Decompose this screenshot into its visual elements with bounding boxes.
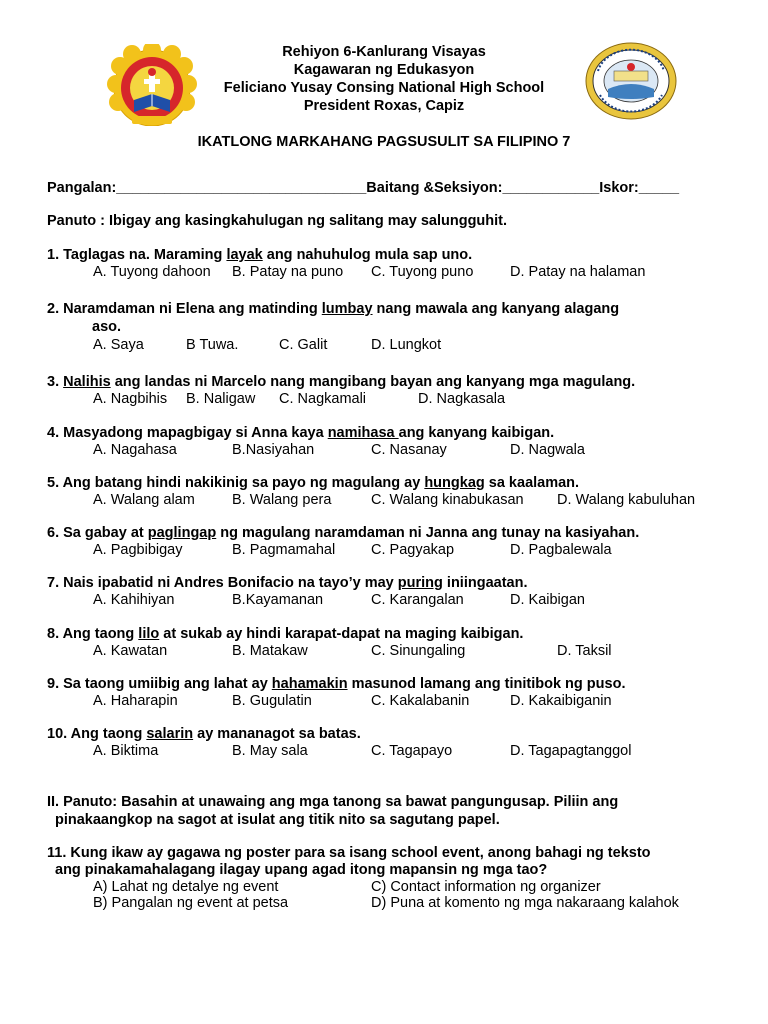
answer-option-c: C. Karangalan <box>371 592 464 608</box>
answer-option-b: B. May sala <box>232 743 308 759</box>
answer-option-a: A. Nagbihis <box>93 391 168 407</box>
question-text: 4. Masyadong mapagbigay si Anna kaya <box>47 425 328 441</box>
underlined-word: lilo <box>138 626 160 642</box>
underlined-word: salarin <box>146 726 194 742</box>
answer-option-a: A. Nagahasa <box>93 442 177 458</box>
answer-option-b: B Tuwa. <box>186 337 239 353</box>
answer-option-a: A. Biktima <box>93 743 159 759</box>
header-school: Feliciano Yusay Consing National High School <box>223 80 545 96</box>
question-text: ang landas ni Marcelo nang mangibang bayan ang kanyang mga magulang. <box>110 374 636 390</box>
answer-option-d: D. Tagapagtanggol <box>510 743 632 759</box>
question-4 <box>47 425 554 441</box>
answer-option-c: C. Tuyong puno <box>371 264 474 280</box>
underlined-word: hahamakin <box>271 676 348 692</box>
question-text: 8. Ang taong <box>47 626 139 642</box>
instructions-part2-line1: II. Panuto: Basahin at unawaing ang mga tanong sa bawat pangungusap. Piliin ang <box>47 794 619 810</box>
answer-option-d: D. Nagkasala <box>418 391 506 407</box>
question-11-line2: ang pinakamahalagang ilagay upang agad itong mapansin ng mga tao? <box>55 862 548 878</box>
question-3 <box>47 374 635 390</box>
answer-option-d: D. Nagwala <box>510 442 585 458</box>
question-6 <box>47 525 639 541</box>
question-text: at sukab ay hindi karapat-dapat na maging kaibigan. <box>159 626 524 642</box>
question-text: 5. Ang batang hindi nakikinig sa payo ng magulang ay <box>47 475 425 491</box>
q11-option-b: B) Pangalan ng event at petsa <box>93 895 289 911</box>
question-1 <box>47 247 472 263</box>
underlined-word: hungkag <box>424 475 485 491</box>
question-text: ang nahuhulog mula sap uno. <box>262 247 473 263</box>
question-text: 2. Naramdaman ni Elena ang matinding <box>47 301 322 317</box>
answer-option-a: A. Walang alam <box>93 492 195 508</box>
answer-option-b: B. Pagmamahal <box>232 542 336 558</box>
answer-option-d: D. Pagbalewala <box>510 542 612 558</box>
question-continuation: aso. <box>92 319 122 335</box>
instructions-part1: Panuto : Ibigay ang kasingkahulugan ng salitang may salungguhit. <box>47 213 508 229</box>
question-text: nang mawala ang kanyang alagang <box>372 301 620 317</box>
answer-option-b: B.Nasiyahan <box>232 442 315 458</box>
instructions-part2-line2: pinakaangkop na sagot at isulat ang titik nito sa sagutang papel. <box>55 812 500 828</box>
underlined-word: lumbay <box>321 301 373 317</box>
student-info-line: Pangalan:_______________________________Baitang &Seksiyon:____________Iskor:_____ <box>47 180 680 196</box>
question-text: 1. Taglagas na. Maraming <box>47 247 227 263</box>
answer-option-c: C. Pagyakap <box>371 542 455 558</box>
exam-title: IKATLONG MARKAHANG PAGSUSULIT SA FILIPINO 7 <box>197 134 571 150</box>
header-region: Rehiyon 6-Kanlurang Visayas <box>282 44 486 60</box>
underlined-word: puring <box>397 575 443 591</box>
answer-option-c: C. Walang kinabukasan <box>371 492 524 508</box>
answer-option-a: A. Saya <box>93 337 144 353</box>
answer-option-b: B.Kayamanan <box>232 592 324 608</box>
answer-option-c: C. Kakalabanin <box>371 693 470 709</box>
answer-option-b: B. Gugulatin <box>232 693 312 709</box>
q11-option-a: A) Lahat ng detalye ng event <box>93 879 279 895</box>
question-2 <box>47 301 619 317</box>
answer-option-b: B. Matakaw <box>232 643 308 659</box>
question-11-line1: 11. Kung ikaw ay gagawa ng poster para sa isang school event, anong bahagi ng teksto <box>47 845 651 861</box>
question-text: ng magulang naramdaman ni Janna ang tunay na kasiyahan. <box>216 525 640 541</box>
answer-option-d: D. Lungkot <box>371 337 442 353</box>
question-text: ang kanyang kaibigan. <box>398 425 555 441</box>
answer-option-c: C. Galit <box>279 337 328 353</box>
question-text: ay mananagot sa batas. <box>193 726 361 742</box>
question-text: masunod lamang ang tinitibok ng puso. <box>347 676 626 692</box>
question-text: 3. <box>47 374 64 390</box>
question-8 <box>47 626 523 642</box>
answer-option-c: C. Sinungaling <box>371 643 466 659</box>
question-text: 9. Sa taong umiibig ang lahat ay <box>47 676 272 692</box>
question-text: sa kaalaman. <box>484 475 580 491</box>
underlined-word: paglingap <box>147 525 217 541</box>
answer-option-d: D. Kaibigan <box>510 592 585 608</box>
answer-option-b: B. Naligaw <box>186 391 256 407</box>
answer-option-d: D. Taksil <box>557 643 612 659</box>
answer-option-a: A. Kahihiyan <box>93 592 175 608</box>
question-5 <box>47 475 579 491</box>
answer-option-a: A. Pagbibigay <box>93 542 183 558</box>
answer-option-d: D. Patay na halaman <box>510 264 646 280</box>
question-text: 6. Sa gabay at <box>47 525 148 541</box>
question-9 <box>47 676 625 692</box>
question-7 <box>47 575 527 591</box>
question-text: 7. Nais ipabatid ni Andres Bonifacio na tayo’y may <box>47 575 398 591</box>
answer-option-c: C. Nagkamali <box>279 391 367 407</box>
question-text: iniingaatan. <box>442 575 528 591</box>
answer-option-c: C. Nasanay <box>371 442 447 458</box>
answer-option-a: A. Kawatan <box>93 643 168 659</box>
answer-option-b: B. Walang pera <box>232 492 332 508</box>
question-10 <box>47 726 361 742</box>
q11-option-d: D) Puna at komento ng mga nakaraang kalahok <box>371 895 679 911</box>
underlined-word: namihasa <box>327 425 399 441</box>
header-department: Kagawaran ng Edukasyon <box>293 62 475 78</box>
answer-option-b: B. Patay na puno <box>232 264 344 280</box>
q11-option-c: C) Contact information ng organizer <box>371 879 601 895</box>
header-location: President Roxas, Capiz <box>303 98 465 114</box>
answer-option-a: A. Tuyong dahoon <box>93 264 211 280</box>
underlined-word: Nalihis <box>63 374 111 390</box>
answer-option-d: D. Walang kabuluhan <box>557 492 696 508</box>
question-text: 10. Ang taong <box>47 726 147 742</box>
underlined-word: layak <box>226 247 263 263</box>
answer-option-a: A. Haharapin <box>93 693 178 709</box>
answer-option-c: C. Tagapayo <box>371 743 453 759</box>
answer-option-d: D. Kakaibiganin <box>510 693 612 709</box>
